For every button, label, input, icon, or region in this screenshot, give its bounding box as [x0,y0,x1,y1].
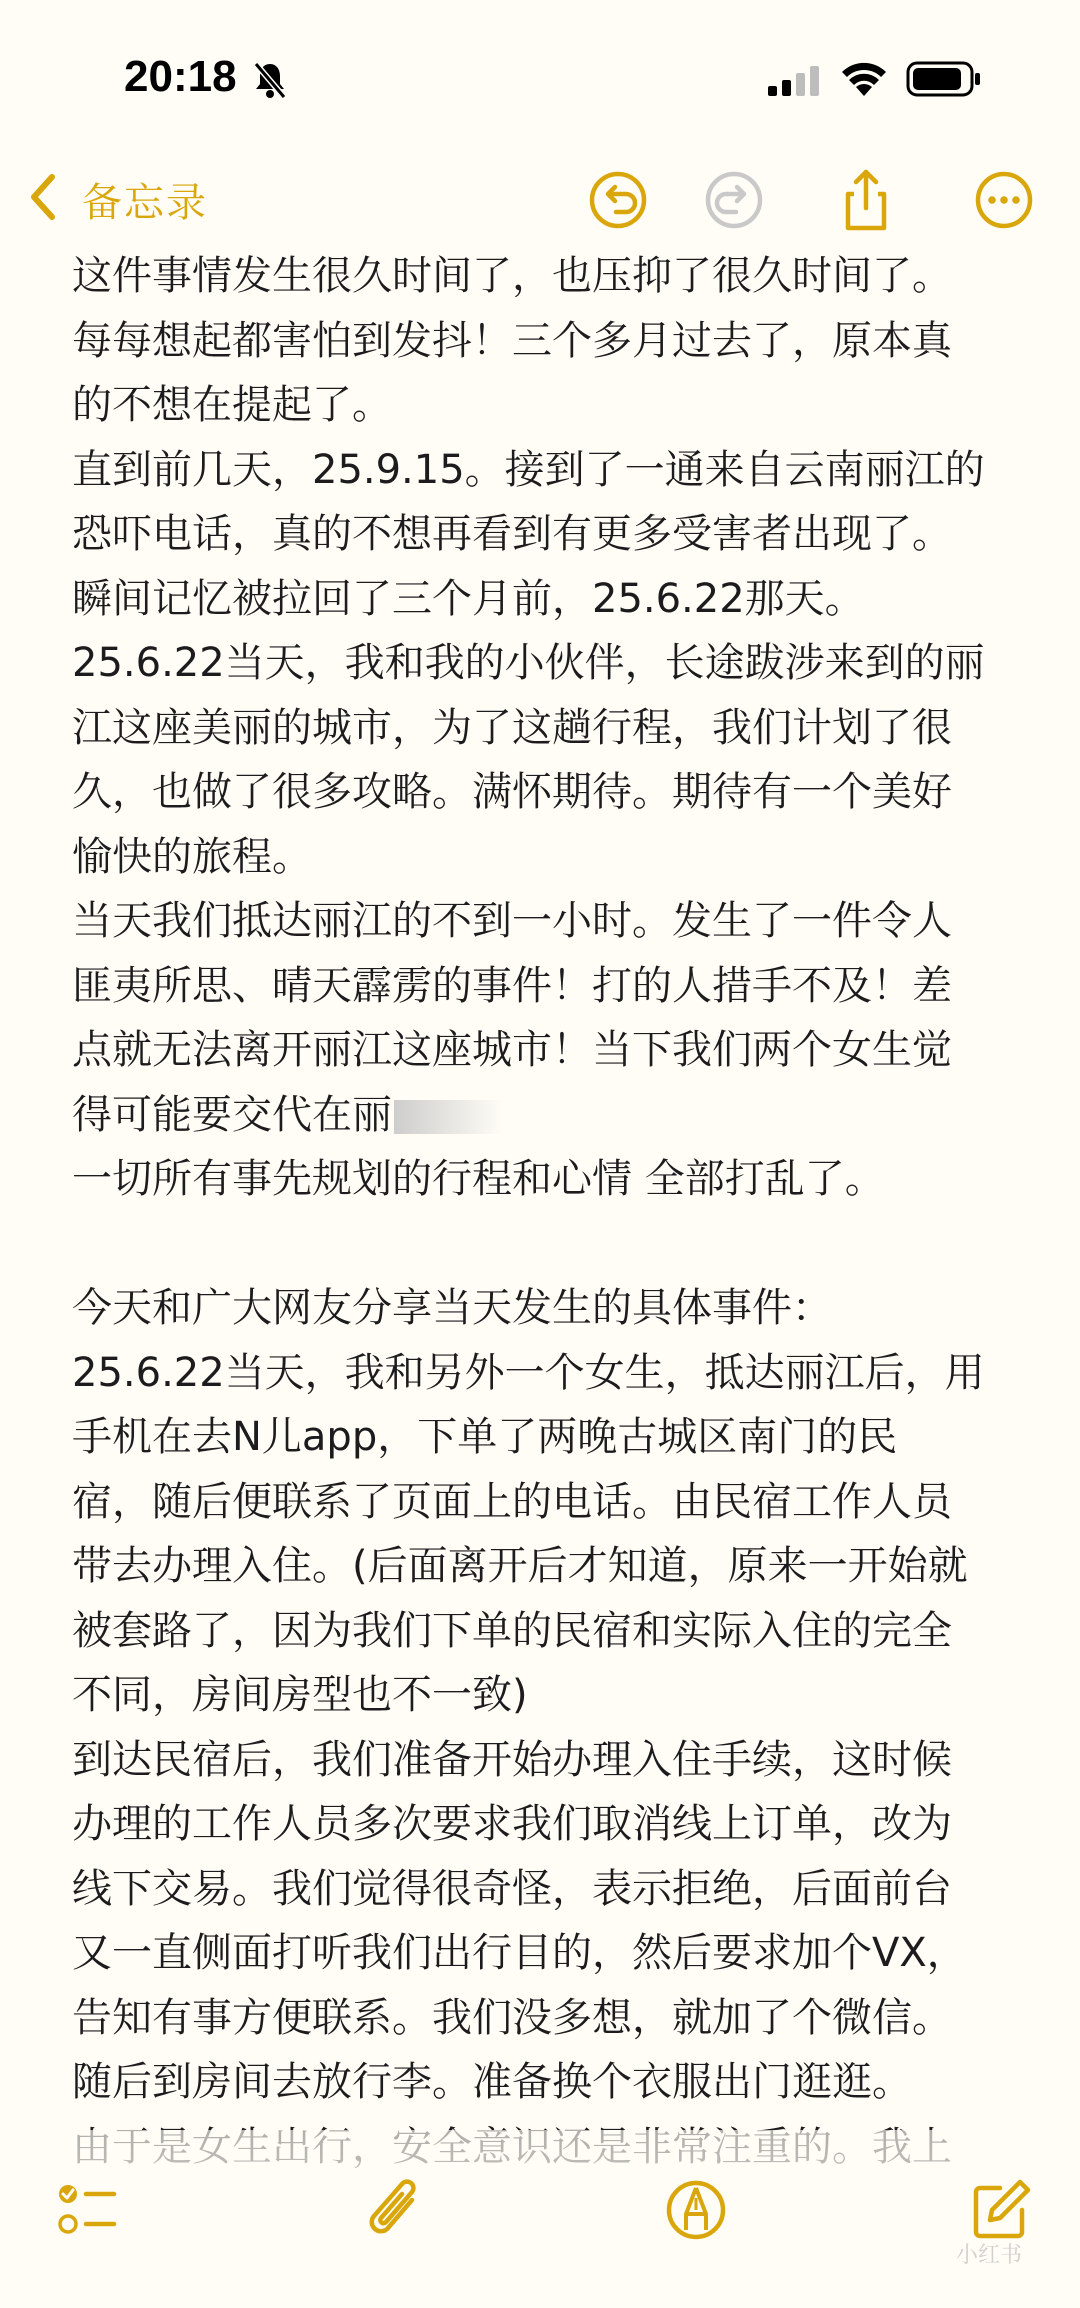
note-line: 当天我们抵达丽江的不到一小时。发生了一件令人 [72,898,952,944]
note-line: 告知有事方便联系。我们没多想，就加了个微信。 [72,1994,952,2041]
status-time: 20:18 [124,52,237,101]
note-line: 被套路了，因为我们下单的民宿和实际入住的完全 [72,1607,952,1654]
note-line: 一切所有事先规划的行程和心情 全部打乱了。 [72,1156,885,1202]
note-blank-line [72,1212,1032,1277]
note-line: 25.6.22当天，我和另外一个女生，抵达丽江后，用 [72,1349,985,1396]
note-line: 瞬间记忆被拉回了三个月前，25.6.22那天。 [72,575,865,622]
note-line: 不同，房间房型也不一致) [72,1672,528,1718]
redo-icon [698,221,770,240]
note-line: 手机在去N儿app，下单了两晚古城区南门的民 [72,1414,898,1460]
back-label: 备忘录 [82,179,208,226]
note-line: 线下交易。我们觉得很奇怪，表示拒绝，后面前台 [72,1865,952,1912]
wifi-icon [840,60,888,98]
note-line: 今天和广大网友分享当天发生的具体事件： [72,1285,832,1331]
checklist-button[interactable] [48,2170,128,2250]
watermark-logo: 小红书 [956,2242,1023,2267]
note-line: 办理的工作人员多次要求我们取消线上订单，改为 [72,1801,952,1847]
note-line: 久，也做了很多攻略。满怀期待。期待有一个美好 [72,769,952,815]
pen-tip-circle-icon [656,2235,736,2254]
back-button[interactable] [28,164,208,234]
note-line: 点就无法离开丽江这座城市！当下我们两个女生觉 [72,1027,952,1073]
battery-icon [906,60,982,98]
undo-button[interactable] [582,164,654,236]
note-line: 愉快的旅程。 [72,833,312,880]
cellular-signal-icon [768,66,822,96]
checklist-icon [48,2235,128,2254]
note-body[interactable] [72,244,1032,2179]
nav-bar [0,150,1080,250]
note-line: 宿，随后便联系了页面上的电话。由民宿工作人员 [72,1478,952,1525]
selection-fade [394,1100,504,1134]
more-button[interactable] [968,164,1040,236]
note-line: 恐吓电话，真的不想再看到有更多受害者出现了。 [72,511,952,557]
share-button[interactable] [830,164,902,236]
note-line: 又一直侧面打听我们出行目的，然后要求加个VX， [72,1930,967,1976]
note-line: 这件事情发生很久时间了，也压抑了很久时间了。 [72,253,952,299]
markup-button[interactable] [656,2170,736,2250]
paperclip-icon [356,2235,436,2254]
note-line-faded [72,1083,1032,1148]
undo-icon [582,221,654,240]
bell-muted-icon [252,60,288,100]
note-line: 带去办理入住。(后面离开后才知道，原来一开始就 [72,1543,968,1589]
note-line: 每每想起都害怕到发抖！三个多月过去了，原本真 [72,317,952,364]
note-line: 到达民宿后，我们准备开始办理入住手续，这时候 [72,1736,952,1783]
attachment-button[interactable] [356,2170,436,2250]
note-line: 随后到房间去放行李。准备换个衣服出门逛逛。 [72,2059,912,2105]
note-line: 的不想在提起了。 [72,382,392,428]
note-line: 匪夷所思、晴天霹雳的事件！打的人措手不及！差 [72,962,952,1009]
ellipsis-circle-icon [968,221,1040,240]
bottom-toolbar [0,2170,1080,2260]
status-bar [0,0,1080,150]
note-line: 25.6.22当天，我和我的小伙伴，长途跋涉来到的丽 [72,640,985,686]
note-line: 江这座美丽的城市，为了这趟行程，我们计划了很 [72,704,952,751]
share-icon [830,221,902,240]
note-line: 直到前几天，25.9.15。接到了一通来自云南丽江的 [72,446,985,493]
redo-button[interactable] [698,164,770,236]
note-line-text: 得可能要交代在丽 [72,1091,392,1138]
chevron-left-icon [28,171,58,227]
